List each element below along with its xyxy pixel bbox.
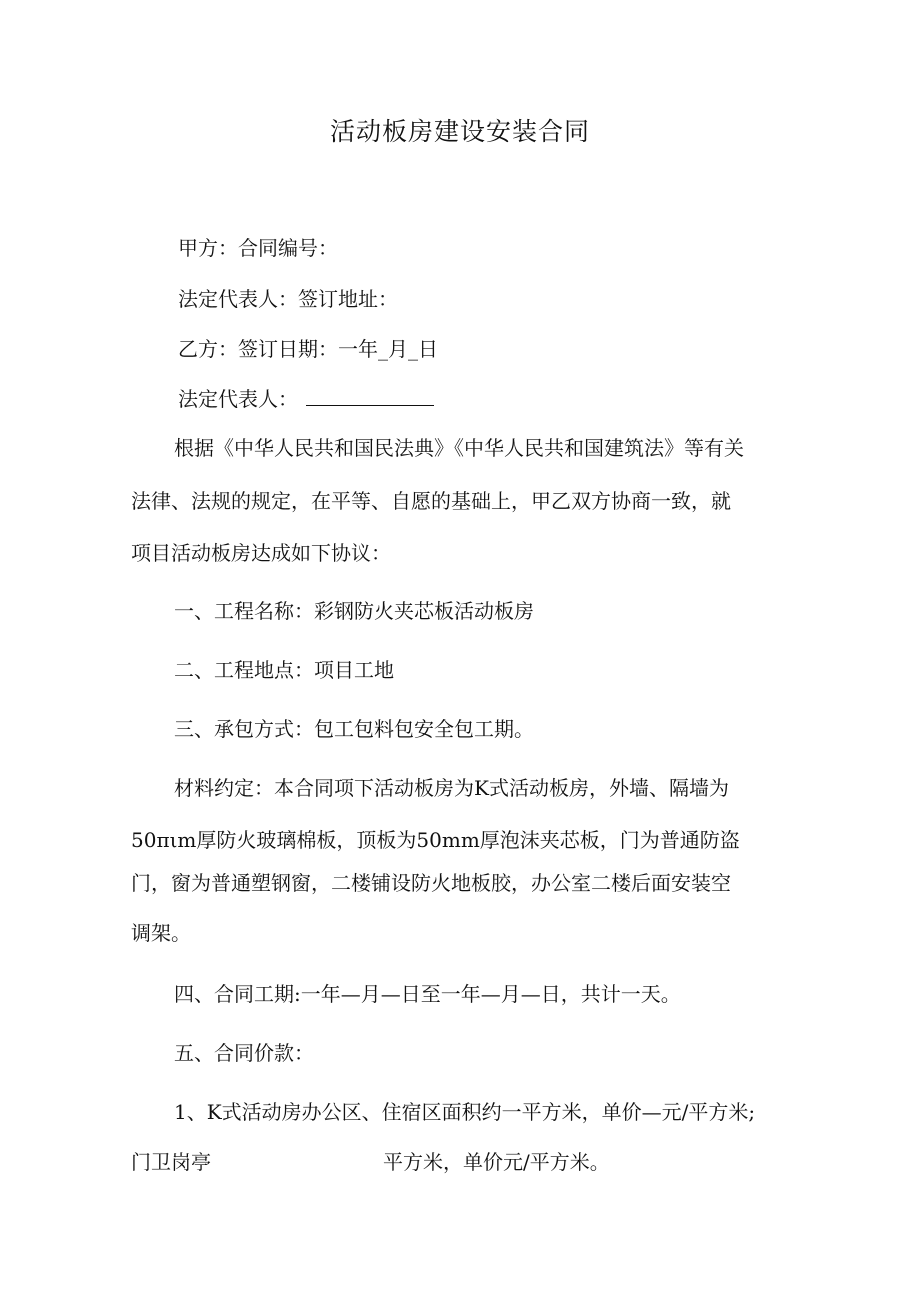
materials-line-2: 50πιm厚防火玻璃棉板，顶板为50mm厚泡沫夹芯板，门为普通防盗 <box>131 828 740 852</box>
clause-contract-price: 五、合同价款： <box>174 1041 314 1065</box>
clause-project-name: 一、工程名称：彩钢防火夹芯板活动板房 <box>174 599 534 623</box>
clause-project-location: 二、工程地点：项目工地 <box>174 658 394 682</box>
preamble-line-3: 项目活动板房达成如下协议： <box>131 541 391 565</box>
legal-rep-address-line: 法定代表人：签订地址： <box>178 287 398 311</box>
party-a-line: 甲方：合同编号： <box>178 236 338 260</box>
legal-rep-line <box>178 383 434 415</box>
preamble-line-1: 根据《中华人民共和国民法典》《中华人民共和国建筑法》等有关 <box>174 436 744 460</box>
clause-contract-period: 四、合同工期:一年—月—日至一年—月—日，共计一天。 <box>174 982 681 1006</box>
materials-line-3: 门，窗为普通塑钢窗，二楼铺设防火地板胶，办公室二楼后面安装空 <box>131 871 731 895</box>
clause-contract-method: 三、承包方式：包工包料包安全包工期。 <box>174 717 534 741</box>
party-b-line: 乙方：签订日期：一年_月_日 <box>178 337 438 361</box>
materials-line-1: 材料约定：本合同项下活动板房为K式活动板房，外墙、隔墙为 <box>174 776 729 800</box>
legal-rep-label: 法定代表人： <box>178 387 298 411</box>
signature-blank <box>306 387 434 406</box>
price-item-guard-booth-label: 门卫岗亭 <box>131 1150 211 1174</box>
price-item-1: 1、K式活动房办公区、住宿区面积约一平方米，单价—元/平方米; <box>174 1100 756 1124</box>
document-title: 活动板房建设安装合同 <box>329 117 590 146</box>
preamble-line-2: 法律、法规的规定，在平等、自愿的基础上，甲乙双方协商一致，就 <box>131 489 731 513</box>
materials-line-4: 调架。 <box>131 921 191 945</box>
price-item-guard-booth-price: 平方米，单价元/平方米。 <box>383 1150 610 1174</box>
